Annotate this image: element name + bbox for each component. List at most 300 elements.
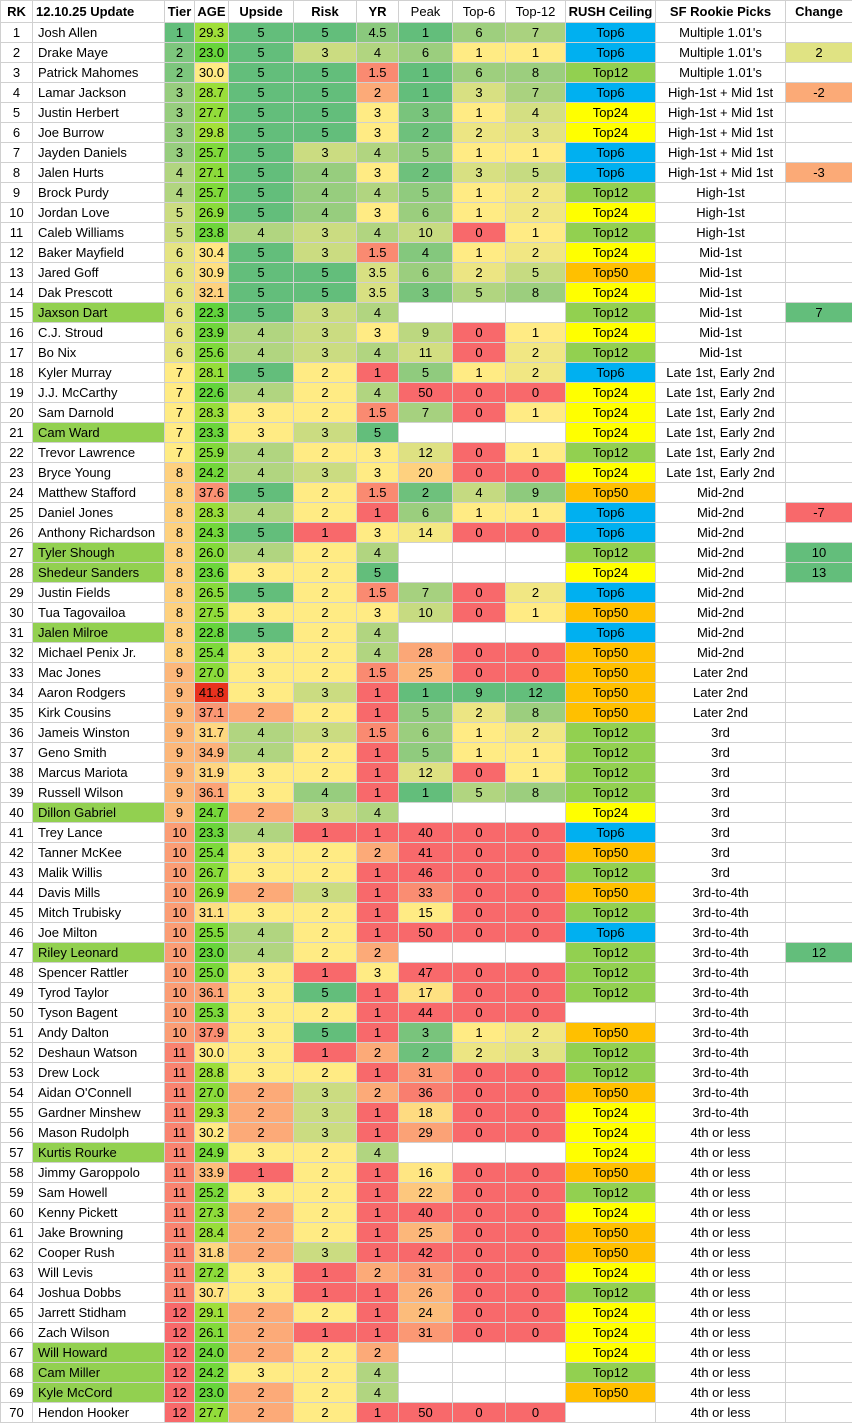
age-cell[interactable]: 25.3 <box>195 1003 229 1023</box>
player-name-cell[interactable]: Spencer Rattler <box>33 963 165 983</box>
rush-ceiling-cell[interactable]: Top6 <box>566 23 656 43</box>
change-cell[interactable] <box>786 963 852 983</box>
top12-cell[interactable]: 1 <box>506 43 566 63</box>
tier-cell[interactable]: 9 <box>165 803 195 823</box>
age-cell[interactable]: 27.1 <box>195 163 229 183</box>
rk-cell[interactable]: 31 <box>1 623 33 643</box>
rush-ceiling-cell[interactable]: Top24 <box>566 283 656 303</box>
player-name-cell[interactable]: Drew Lock <box>33 1063 165 1083</box>
risk-cell[interactable]: 1 <box>294 1323 357 1343</box>
rush-ceiling-cell[interactable]: Top12 <box>566 763 656 783</box>
rush-ceiling-cell[interactable]: Top50 <box>566 1083 656 1103</box>
rk-cell[interactable]: 11 <box>1 223 33 243</box>
top6-cell[interactable]: 1 <box>453 723 506 743</box>
upside-cell[interactable]: 3 <box>229 963 294 983</box>
sf-rookie-picks-cell[interactable]: 4th or less <box>656 1143 786 1163</box>
change-cell[interactable] <box>786 1343 852 1363</box>
upside-cell[interactable]: 4 <box>229 543 294 563</box>
change-cell[interactable] <box>786 603 852 623</box>
sf-rookie-picks-cell[interactable]: 3rd-to-4th <box>656 963 786 983</box>
sf-rookie-picks-cell[interactable]: 3rd <box>656 863 786 883</box>
change-cell[interactable] <box>786 363 852 383</box>
yr-cell[interactable]: 4 <box>357 643 399 663</box>
tier-cell[interactable]: 10 <box>165 983 195 1003</box>
top6-cell[interactable]: 1 <box>453 503 506 523</box>
yr-cell[interactable]: 1 <box>357 863 399 883</box>
top12-cell[interactable]: 8 <box>506 63 566 83</box>
peak-cell[interactable]: 1 <box>399 683 453 703</box>
peak-cell[interactable]: 16 <box>399 1163 453 1183</box>
upside-cell[interactable]: 3 <box>229 1043 294 1063</box>
top12-cell[interactable]: 1 <box>506 443 566 463</box>
upside-cell[interactable]: 2 <box>229 1343 294 1363</box>
age-cell[interactable]: 26.7 <box>195 863 229 883</box>
age-cell[interactable]: 29.8 <box>195 123 229 143</box>
yr-cell[interactable]: 5 <box>357 563 399 583</box>
header-top6[interactable]: Top-6 <box>453 1 506 23</box>
tier-cell[interactable]: 11 <box>165 1263 195 1283</box>
change-cell[interactable] <box>786 883 852 903</box>
age-cell[interactable]: 37.6 <box>195 483 229 503</box>
age-cell[interactable]: 27.7 <box>195 103 229 123</box>
top6-cell[interactable]: 0 <box>453 1223 506 1243</box>
top6-cell[interactable] <box>453 623 506 643</box>
age-cell[interactable]: 28.8 <box>195 1063 229 1083</box>
rush-ceiling-cell[interactable]: Top24 <box>566 463 656 483</box>
player-name-cell[interactable]: Tyson Bagent <box>33 1003 165 1023</box>
player-name-cell[interactable]: Trey Lance <box>33 823 165 843</box>
peak-cell[interactable]: 9 <box>399 323 453 343</box>
rush-ceiling-cell[interactable]: Top12 <box>566 743 656 763</box>
top12-cell[interactable]: 3 <box>506 123 566 143</box>
yr-cell[interactable]: 1 <box>357 983 399 1003</box>
change-cell[interactable]: 10 <box>786 543 852 563</box>
yr-cell[interactable]: 3.5 <box>357 283 399 303</box>
sf-rookie-picks-cell[interactable]: Mid-1st <box>656 243 786 263</box>
yr-cell[interactable]: 4 <box>357 1383 399 1403</box>
player-name-cell[interactable]: Bo Nix <box>33 343 165 363</box>
rk-cell[interactable]: 68 <box>1 1363 33 1383</box>
tier-cell[interactable]: 3 <box>165 123 195 143</box>
top6-cell[interactable] <box>453 423 506 443</box>
sf-rookie-picks-cell[interactable]: 4th or less <box>656 1263 786 1283</box>
age-cell[interactable]: 41.8 <box>195 683 229 703</box>
rush-ceiling-cell[interactable]: Top12 <box>566 963 656 983</box>
top12-cell[interactable]: 3 <box>506 1043 566 1063</box>
sf-rookie-picks-cell[interactable]: 4th or less <box>656 1283 786 1303</box>
top6-cell[interactable]: 1 <box>453 1023 506 1043</box>
upside-cell[interactable]: 3 <box>229 563 294 583</box>
tier-cell[interactable]: 6 <box>165 343 195 363</box>
risk-cell[interactable]: 1 <box>294 823 357 843</box>
tier-cell[interactable]: 8 <box>165 603 195 623</box>
age-cell[interactable]: 26.5 <box>195 583 229 603</box>
tier-cell[interactable]: 6 <box>165 263 195 283</box>
player-name-cell[interactable]: Gardner Minshew <box>33 1103 165 1123</box>
risk-cell[interactable]: 5 <box>294 23 357 43</box>
risk-cell[interactable]: 3 <box>294 723 357 743</box>
rk-cell[interactable]: 45 <box>1 903 33 923</box>
player-name-cell[interactable]: Cam Miller <box>33 1363 165 1383</box>
change-cell[interactable] <box>786 1263 852 1283</box>
sf-rookie-picks-cell[interactable]: 4th or less <box>656 1403 786 1423</box>
peak-cell[interactable]: 5 <box>399 363 453 383</box>
top6-cell[interactable]: 0 <box>453 883 506 903</box>
change-cell[interactable] <box>786 903 852 923</box>
top12-cell[interactable]: 0 <box>506 1403 566 1423</box>
risk-cell[interactable]: 3 <box>294 343 357 363</box>
peak-cell[interactable]: 5 <box>399 143 453 163</box>
player-name-cell[interactable]: Kenny Pickett <box>33 1203 165 1223</box>
top12-cell[interactable]: 2 <box>506 583 566 603</box>
risk-cell[interactable]: 2 <box>294 923 357 943</box>
age-cell[interactable]: 26.0 <box>195 543 229 563</box>
rush-ceiling-cell[interactable]: Top6 <box>566 623 656 643</box>
risk-cell[interactable]: 2 <box>294 1403 357 1423</box>
age-cell[interactable]: 24.9 <box>195 1143 229 1163</box>
upside-cell[interactable]: 4 <box>229 463 294 483</box>
top12-cell[interactable]: 1 <box>506 143 566 163</box>
upside-cell[interactable]: 5 <box>229 283 294 303</box>
top12-cell[interactable] <box>506 803 566 823</box>
peak-cell[interactable]: 47 <box>399 963 453 983</box>
age-cell[interactable]: 29.3 <box>195 23 229 43</box>
peak-cell[interactable] <box>399 563 453 583</box>
rush-ceiling-cell[interactable]: Top50 <box>566 683 656 703</box>
top6-cell[interactable]: 6 <box>453 23 506 43</box>
change-cell[interactable] <box>786 983 852 1003</box>
rush-ceiling-cell[interactable]: Top50 <box>566 883 656 903</box>
peak-cell[interactable]: 42 <box>399 1243 453 1263</box>
change-cell[interactable] <box>786 1163 852 1183</box>
risk-cell[interactable]: 4 <box>294 183 357 203</box>
upside-cell[interactable]: 4 <box>229 503 294 523</box>
yr-cell[interactable]: 4 <box>357 303 399 323</box>
sf-rookie-picks-cell[interactable]: Mid-1st <box>656 283 786 303</box>
top6-cell[interactable] <box>453 943 506 963</box>
tier-cell[interactable]: 10 <box>165 883 195 903</box>
tier-cell[interactable]: 8 <box>165 623 195 643</box>
yr-cell[interactable]: 4 <box>357 543 399 563</box>
tier-cell[interactable]: 11 <box>165 1083 195 1103</box>
peak-cell[interactable]: 28 <box>399 643 453 663</box>
tier-cell[interactable]: 12 <box>165 1343 195 1363</box>
tier-cell[interactable]: 11 <box>165 1223 195 1243</box>
top12-cell[interactable]: 1 <box>506 223 566 243</box>
risk-cell[interactable]: 3 <box>294 1083 357 1103</box>
change-cell[interactable] <box>786 703 852 723</box>
top6-cell[interactable]: 0 <box>453 403 506 423</box>
yr-cell[interactable]: 1 <box>357 823 399 843</box>
peak-cell[interactable]: 6 <box>399 203 453 223</box>
tier-cell[interactable]: 10 <box>165 823 195 843</box>
sf-rookie-picks-cell[interactable]: 4th or less <box>656 1223 786 1243</box>
player-name-cell[interactable]: Cam Ward <box>33 423 165 443</box>
age-cell[interactable]: 27.7 <box>195 1403 229 1423</box>
age-cell[interactable]: 23.0 <box>195 1383 229 1403</box>
age-cell[interactable]: 25.0 <box>195 963 229 983</box>
yr-cell[interactable]: 1 <box>357 1063 399 1083</box>
rush-ceiling-cell[interactable]: Top12 <box>566 1183 656 1203</box>
upside-cell[interactable]: 3 <box>229 403 294 423</box>
top12-cell[interactable] <box>506 1363 566 1383</box>
rush-ceiling-cell[interactable]: Top12 <box>566 303 656 323</box>
risk-cell[interactable]: 5 <box>294 983 357 1003</box>
yr-cell[interactable]: 1 <box>357 783 399 803</box>
yr-cell[interactable]: 4 <box>357 1143 399 1163</box>
sf-rookie-picks-cell[interactable]: Late 1st, Early 2nd <box>656 363 786 383</box>
upside-cell[interactable]: 5 <box>229 43 294 63</box>
yr-cell[interactable]: 1 <box>357 1203 399 1223</box>
upside-cell[interactable]: 5 <box>229 163 294 183</box>
change-cell[interactable] <box>786 383 852 403</box>
upside-cell[interactable]: 5 <box>229 523 294 543</box>
upside-cell[interactable]: 5 <box>229 483 294 503</box>
risk-cell[interactable]: 1 <box>294 523 357 543</box>
change-cell[interactable] <box>786 1183 852 1203</box>
age-cell[interactable]: 33.9 <box>195 1163 229 1183</box>
age-cell[interactable]: 22.6 <box>195 383 229 403</box>
peak-cell[interactable]: 3 <box>399 103 453 123</box>
tier-cell[interactable]: 3 <box>165 83 195 103</box>
rush-ceiling-cell[interactable]: Top12 <box>566 1063 656 1083</box>
top6-cell[interactable]: 5 <box>453 783 506 803</box>
player-name-cell[interactable]: Mac Jones <box>33 663 165 683</box>
rush-ceiling-cell[interactable]: Top12 <box>566 343 656 363</box>
sf-rookie-picks-cell[interactable]: High-1st + Mid 1st <box>656 103 786 123</box>
rush-ceiling-cell[interactable]: Top6 <box>566 43 656 63</box>
risk-cell[interactable]: 2 <box>294 1223 357 1243</box>
player-name-cell[interactable]: Will Howard <box>33 1343 165 1363</box>
change-cell[interactable] <box>786 643 852 663</box>
sf-rookie-picks-cell[interactable]: 3rd-to-4th <box>656 1023 786 1043</box>
top12-cell[interactable]: 0 <box>506 903 566 923</box>
header-risk[interactable]: Risk <box>294 1 357 23</box>
yr-cell[interactable]: 4 <box>357 1363 399 1383</box>
player-name-cell[interactable]: Dak Prescott <box>33 283 165 303</box>
change-cell[interactable] <box>786 663 852 683</box>
rush-ceiling-cell[interactable]: Top24 <box>566 1203 656 1223</box>
upside-cell[interactable]: 4 <box>229 923 294 943</box>
rk-cell[interactable]: 13 <box>1 263 33 283</box>
tier-cell[interactable]: 11 <box>165 1163 195 1183</box>
tier-cell[interactable]: 8 <box>165 523 195 543</box>
yr-cell[interactable]: 1 <box>357 883 399 903</box>
age-cell[interactable]: 27.5 <box>195 603 229 623</box>
tier-cell[interactable]: 2 <box>165 63 195 83</box>
change-cell[interactable] <box>786 123 852 143</box>
rk-cell[interactable]: 52 <box>1 1043 33 1063</box>
rk-cell[interactable]: 57 <box>1 1143 33 1163</box>
upside-cell[interactable]: 5 <box>229 583 294 603</box>
change-cell[interactable] <box>786 223 852 243</box>
age-cell[interactable]: 30.0 <box>195 1043 229 1063</box>
top6-cell[interactable]: 0 <box>453 843 506 863</box>
upside-cell[interactable]: 5 <box>229 203 294 223</box>
sf-rookie-picks-cell[interactable]: 3rd <box>656 723 786 743</box>
player-name-cell[interactable]: Shedeur Sanders <box>33 563 165 583</box>
tier-cell[interactable]: 10 <box>165 1003 195 1023</box>
risk-cell[interactable]: 2 <box>294 1183 357 1203</box>
top6-cell[interactable]: 0 <box>453 823 506 843</box>
rk-cell[interactable]: 67 <box>1 1343 33 1363</box>
rk-cell[interactable]: 54 <box>1 1083 33 1103</box>
yr-cell[interactable]: 1 <box>357 743 399 763</box>
risk-cell[interactable]: 2 <box>294 403 357 423</box>
yr-cell[interactable]: 1 <box>357 363 399 383</box>
change-cell[interactable] <box>786 1323 852 1343</box>
sf-rookie-picks-cell[interactable]: 4th or less <box>656 1243 786 1263</box>
peak-cell[interactable]: 5 <box>399 743 453 763</box>
sf-rookie-picks-cell[interactable]: 3rd <box>656 743 786 763</box>
risk-cell[interactable]: 4 <box>294 163 357 183</box>
upside-cell[interactable]: 3 <box>229 1363 294 1383</box>
rk-cell[interactable]: 66 <box>1 1323 33 1343</box>
top12-cell[interactable]: 0 <box>506 823 566 843</box>
sf-rookie-picks-cell[interactable]: 3rd-to-4th <box>656 1003 786 1023</box>
top12-cell[interactable]: 0 <box>506 983 566 1003</box>
change-cell[interactable] <box>786 1363 852 1383</box>
rk-cell[interactable]: 10 <box>1 203 33 223</box>
player-name-cell[interactable]: Anthony Richardson <box>33 523 165 543</box>
top12-cell[interactable]: 1 <box>506 323 566 343</box>
header-upside[interactable]: Upside <box>229 1 294 23</box>
peak-cell[interactable]: 12 <box>399 443 453 463</box>
sf-rookie-picks-cell[interactable]: 4th or less <box>656 1363 786 1383</box>
tier-cell[interactable]: 12 <box>165 1363 195 1383</box>
sf-rookie-picks-cell[interactable]: 4th or less <box>656 1203 786 1223</box>
age-cell[interactable]: 23.6 <box>195 563 229 583</box>
upside-cell[interactable]: 5 <box>229 183 294 203</box>
age-cell[interactable]: 37.1 <box>195 703 229 723</box>
upside-cell[interactable]: 3 <box>229 1263 294 1283</box>
top6-cell[interactable] <box>453 543 506 563</box>
change-cell[interactable] <box>786 583 852 603</box>
risk-cell[interactable]: 5 <box>294 263 357 283</box>
upside-cell[interactable]: 3 <box>229 603 294 623</box>
rk-cell[interactable]: 34 <box>1 683 33 703</box>
top6-cell[interactable]: 0 <box>453 663 506 683</box>
player-name-cell[interactable]: Riley Leonard <box>33 943 165 963</box>
yr-cell[interactable]: 4.5 <box>357 23 399 43</box>
age-cell[interactable]: 30.2 <box>195 1123 229 1143</box>
top6-cell[interactable]: 0 <box>453 1183 506 1203</box>
age-cell[interactable]: 24.3 <box>195 523 229 543</box>
risk-cell[interactable]: 2 <box>294 563 357 583</box>
rush-ceiling-cell[interactable]: Top24 <box>566 803 656 823</box>
sf-rookie-picks-cell[interactable]: Late 1st, Early 2nd <box>656 423 786 443</box>
yr-cell[interactable]: 4 <box>357 143 399 163</box>
yr-cell[interactable]: 3 <box>357 443 399 463</box>
upside-cell[interactable]: 4 <box>229 443 294 463</box>
sf-rookie-picks-cell[interactable]: 3rd <box>656 823 786 843</box>
age-cell[interactable]: 30.7 <box>195 1283 229 1303</box>
rush-ceiling-cell[interactable]: Top50 <box>566 1163 656 1183</box>
age-cell[interactable]: 30.9 <box>195 263 229 283</box>
change-cell[interactable]: 12 <box>786 943 852 963</box>
sf-rookie-picks-cell[interactable]: 3rd-to-4th <box>656 903 786 923</box>
yr-cell[interactable]: 2 <box>357 1083 399 1103</box>
player-name-cell[interactable]: Jameis Winston <box>33 723 165 743</box>
rush-ceiling-cell[interactable]: Top6 <box>566 363 656 383</box>
player-name-cell[interactable]: Lamar Jackson <box>33 83 165 103</box>
top12-cell[interactable]: 0 <box>506 643 566 663</box>
age-cell[interactable]: 28.3 <box>195 503 229 523</box>
sf-rookie-picks-cell[interactable]: 3rd <box>656 763 786 783</box>
top12-cell[interactable]: 0 <box>506 1083 566 1103</box>
player-name-cell[interactable]: Matthew Stafford <box>33 483 165 503</box>
risk-cell[interactable]: 2 <box>294 863 357 883</box>
tier-cell[interactable]: 12 <box>165 1383 195 1403</box>
yr-cell[interactable]: 2 <box>357 1043 399 1063</box>
tier-cell[interactable]: 10 <box>165 863 195 883</box>
sf-rookie-picks-cell[interactable]: Later 2nd <box>656 683 786 703</box>
sf-rookie-picks-cell[interactable]: Later 2nd <box>656 703 786 723</box>
rk-cell[interactable]: 37 <box>1 743 33 763</box>
age-cell[interactable]: 26.1 <box>195 1323 229 1343</box>
tier-cell[interactable]: 11 <box>165 1123 195 1143</box>
age-cell[interactable]: 22.3 <box>195 303 229 323</box>
top12-cell[interactable]: 0 <box>506 1243 566 1263</box>
player-name-cell[interactable]: J.J. McCarthy <box>33 383 165 403</box>
top6-cell[interactable]: 0 <box>453 1083 506 1103</box>
upside-cell[interactable]: 3 <box>229 663 294 683</box>
change-cell[interactable] <box>786 1083 852 1103</box>
yr-cell[interactable]: 3 <box>357 323 399 343</box>
sf-rookie-picks-cell[interactable]: High-1st + Mid 1st <box>656 123 786 143</box>
tier-cell[interactable]: 6 <box>165 303 195 323</box>
player-name-cell[interactable]: Cooper Rush <box>33 1243 165 1263</box>
player-name-cell[interactable]: Geno Smith <box>33 743 165 763</box>
peak-cell[interactable]: 4 <box>399 243 453 263</box>
top12-cell[interactable]: 0 <box>506 523 566 543</box>
sf-rookie-picks-cell[interactable]: 4th or less <box>656 1323 786 1343</box>
rk-cell[interactable]: 12 <box>1 243 33 263</box>
upside-cell[interactable]: 2 <box>229 1223 294 1243</box>
yr-cell[interactable]: 2 <box>357 943 399 963</box>
peak-cell[interactable]: 46 <box>399 863 453 883</box>
sf-rookie-picks-cell[interactable]: Late 1st, Early 2nd <box>656 383 786 403</box>
top6-cell[interactable]: 0 <box>453 1403 506 1423</box>
risk-cell[interactable]: 3 <box>294 323 357 343</box>
rush-ceiling-cell[interactable]: Top6 <box>566 523 656 543</box>
rk-cell[interactable]: 49 <box>1 983 33 1003</box>
tier-cell[interactable]: 5 <box>165 203 195 223</box>
header-sf-rookie-picks[interactable]: SF Rookie Picks <box>656 1 786 23</box>
sf-rookie-picks-cell[interactable]: 3rd <box>656 783 786 803</box>
player-name-cell[interactable]: Davis Mills <box>33 883 165 903</box>
change-cell[interactable] <box>786 143 852 163</box>
change-cell[interactable] <box>786 863 852 883</box>
risk-cell[interactable]: 1 <box>294 1283 357 1303</box>
rk-cell[interactable]: 16 <box>1 323 33 343</box>
risk-cell[interactable]: 3 <box>294 1243 357 1263</box>
sf-rookie-picks-cell[interactable]: Multiple 1.01's <box>656 23 786 43</box>
sf-rookie-picks-cell[interactable]: 3rd-to-4th <box>656 1103 786 1123</box>
player-name-cell[interactable]: Jarrett Stidham <box>33 1303 165 1323</box>
sf-rookie-picks-cell[interactable]: Mid-2nd <box>656 523 786 543</box>
upside-cell[interactable]: 2 <box>229 1323 294 1343</box>
tier-cell[interactable]: 8 <box>165 503 195 523</box>
tier-cell[interactable]: 3 <box>165 143 195 163</box>
risk-cell[interactable]: 2 <box>294 543 357 563</box>
player-name-cell[interactable]: Justin Fields <box>33 583 165 603</box>
rk-cell[interactable]: 17 <box>1 343 33 363</box>
rush-ceiling-cell[interactable]: Top6 <box>566 163 656 183</box>
top12-cell[interactable]: 0 <box>506 1283 566 1303</box>
change-cell[interactable] <box>786 463 852 483</box>
yr-cell[interactable]: 2 <box>357 843 399 863</box>
